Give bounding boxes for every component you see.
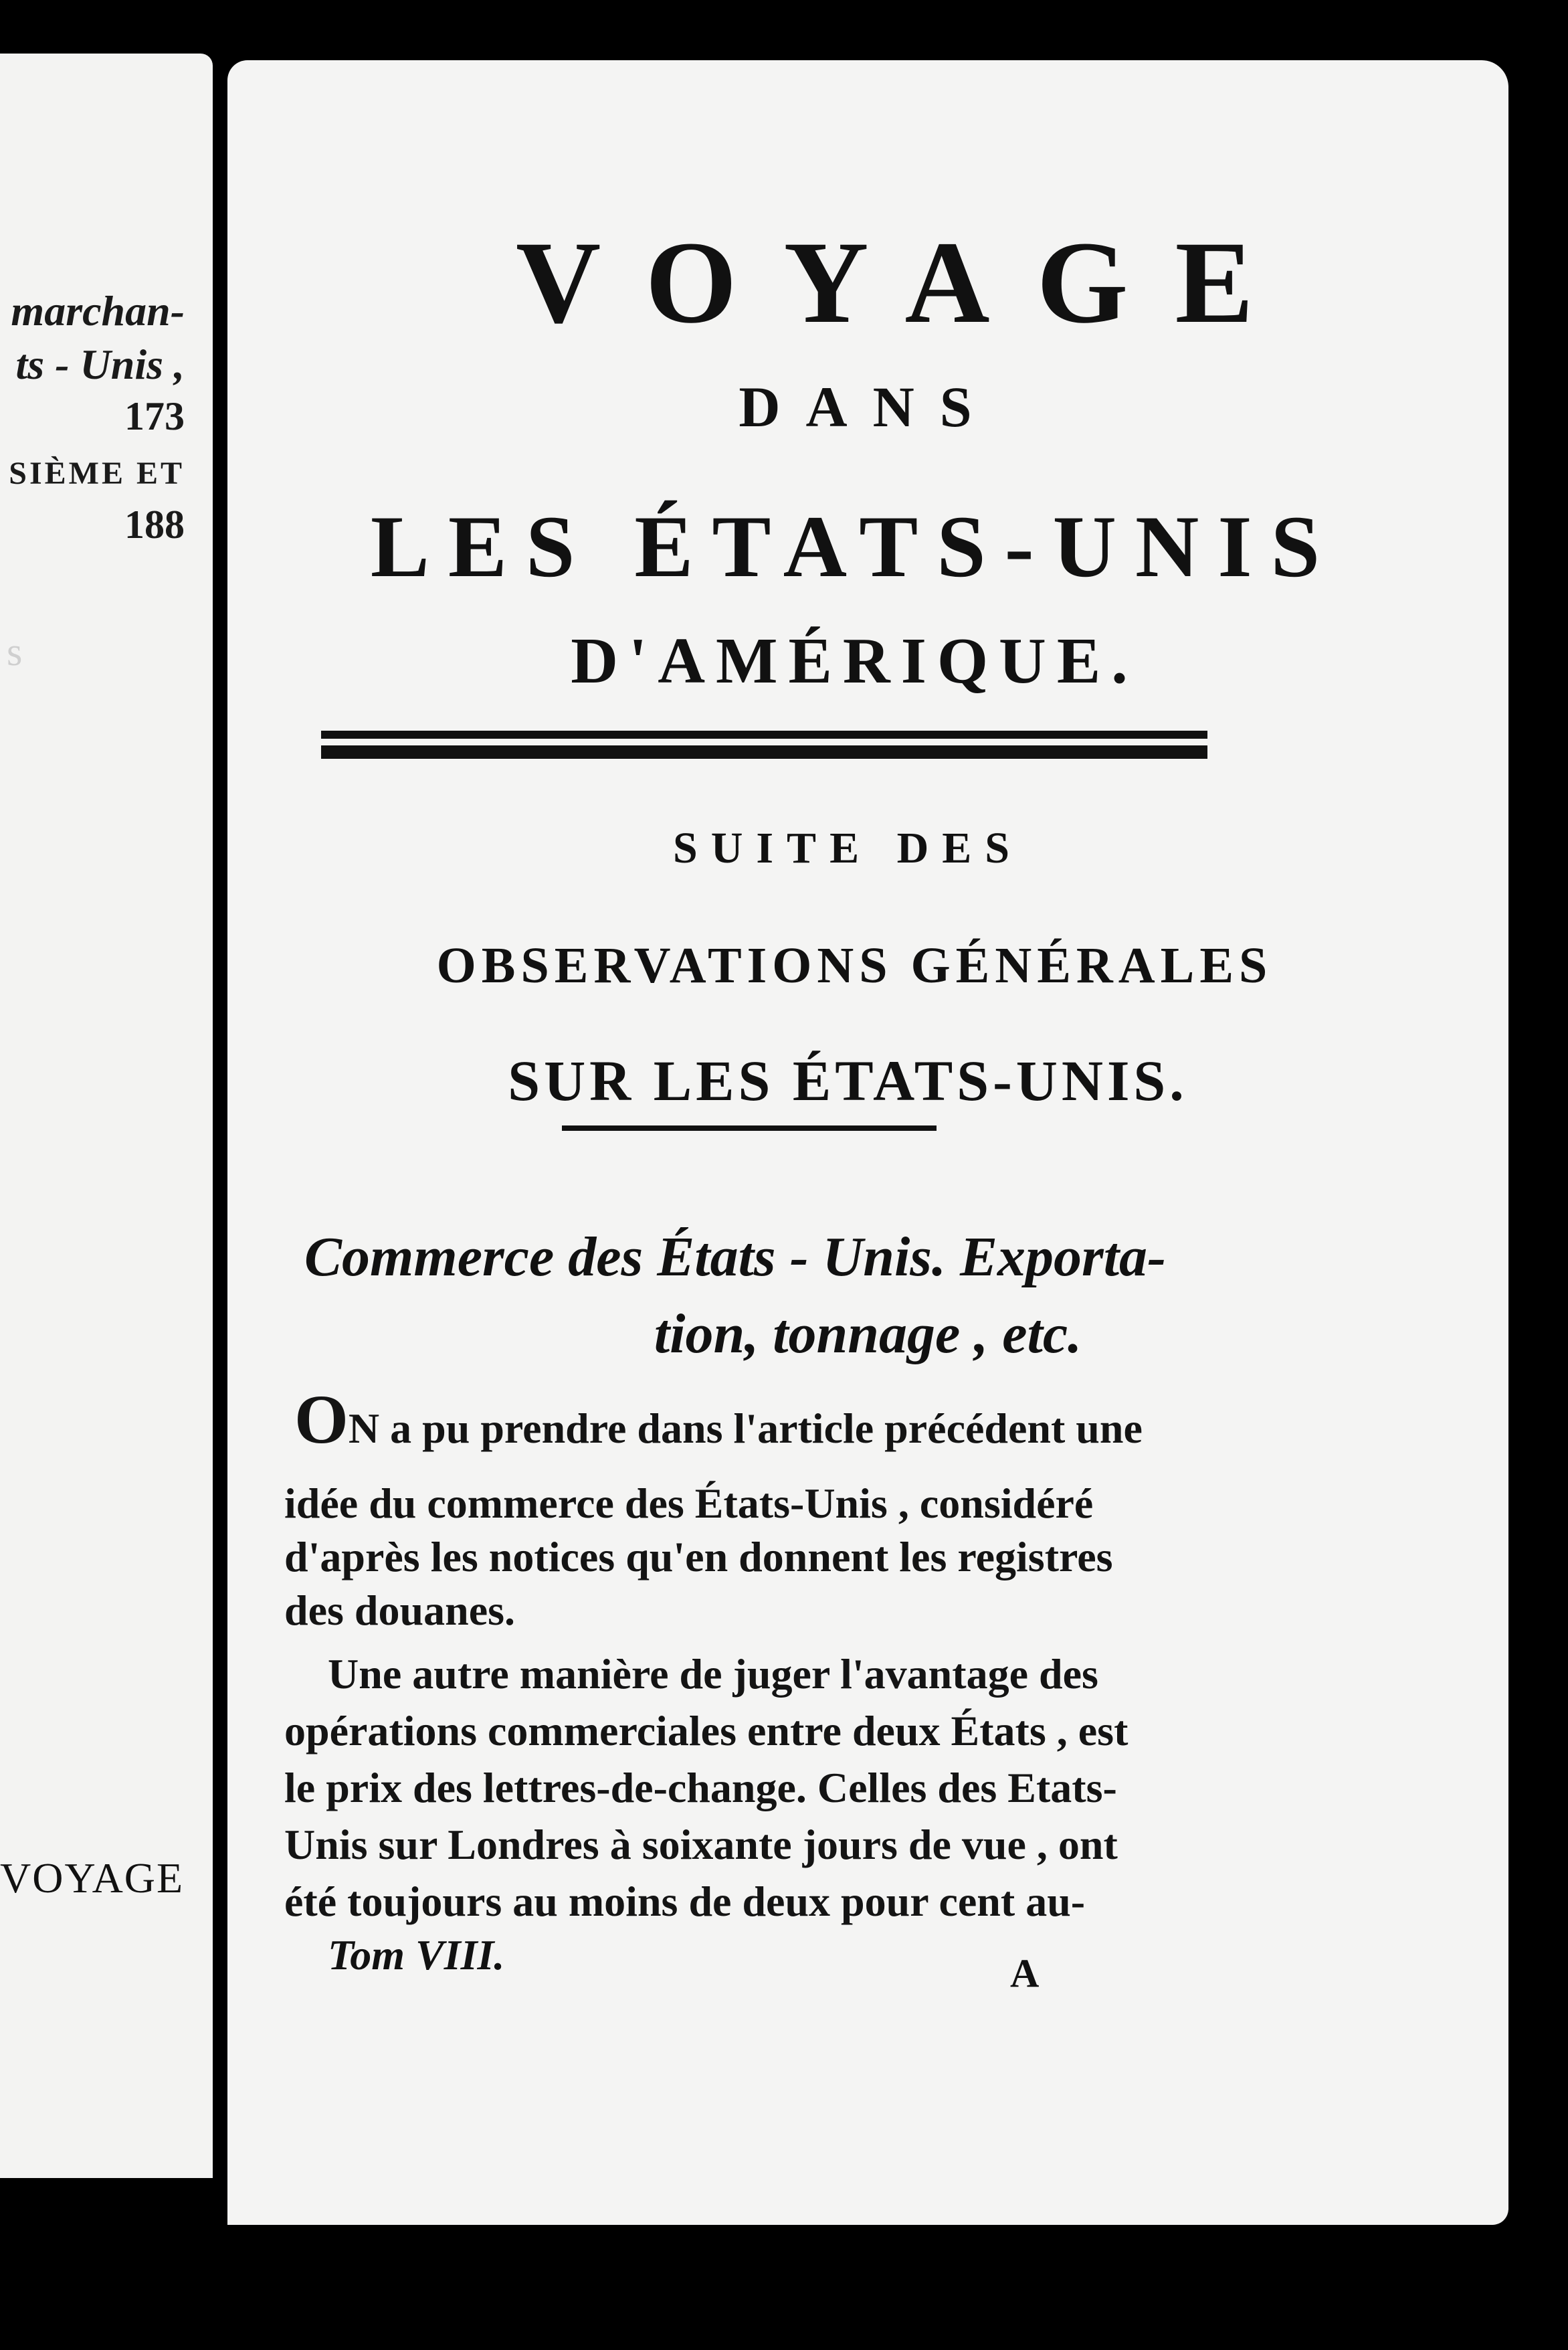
left-page-number: 188 <box>124 503 185 547</box>
title-line-etats-unis: LES ÉTATS-UNIS <box>370 497 1339 596</box>
left-page-number: 173 <box>124 394 185 438</box>
title-line-voyage: VOYAGE <box>516 217 1300 348</box>
section-heading-line-1: Commerce des États - Unis. Exporta- <box>304 1226 1167 1288</box>
paragraph-2-line-3: le prix des lettres-de-change. Celles des Etats- <box>284 1764 1117 1811</box>
subtitle-line-1: SUITE DES <box>673 824 1023 873</box>
left-page-line: ts - Unis , <box>15 341 185 388</box>
left-facing-page <box>0 54 213 2178</box>
bleed-mark: s <box>7 630 23 674</box>
paragraph-2-line-5: été toujours au moins de deux pour cent au- <box>284 1878 1086 1925</box>
paragraph-2-line-1: Une autre manière de juger l'avantage des <box>328 1650 1098 1698</box>
short-rule <box>562 1125 937 1131</box>
subtitle-line-2: OBSERVATIONS GÉNÉRALES <box>436 937 1273 994</box>
paragraph-1-line-1 <box>294 1381 1143 1458</box>
double-rule-top <box>321 731 1207 739</box>
left-page-line: SIÈME ET <box>9 456 185 491</box>
double-rule-bottom <box>321 745 1207 759</box>
paragraph-1-line-1-text: N a pu prendre dans l'article précédent une <box>348 1405 1143 1452</box>
paragraph-2-line-4: Unis sur Londres à soixante jours de vue , ont <box>284 1821 1118 1868</box>
subtitle-line-3: SUR LES ÉTATS-UNIS. <box>508 1049 1188 1113</box>
left-page-catchword: VOYAGE <box>0 1854 185 1902</box>
main-page <box>227 60 1508 2225</box>
title-line-dans: DANS <box>739 375 997 439</box>
paragraph-1-line-2: idée du commerce des États-Unis , considéré <box>284 1479 1094 1527</box>
paragraph-1-line-3: d'après les notices qu'en donnent les registres <box>284 1533 1113 1580</box>
volume-signature: Tom VIII. <box>328 1931 505 1979</box>
drop-cap: O <box>294 1381 349 1458</box>
gathering-signature: A <box>1010 1951 1040 1995</box>
paragraph-2-line-2: opérations commerciales entre deux États , est <box>284 1707 1129 1754</box>
title-line-amerique: D'AMÉRIQUE. <box>571 625 1139 697</box>
section-heading-line-2: tion, tonnage , etc. <box>654 1303 1082 1365</box>
left-page-line: marchan- <box>11 287 185 335</box>
paragraph-1-line-4: des douanes. <box>284 1587 515 1634</box>
